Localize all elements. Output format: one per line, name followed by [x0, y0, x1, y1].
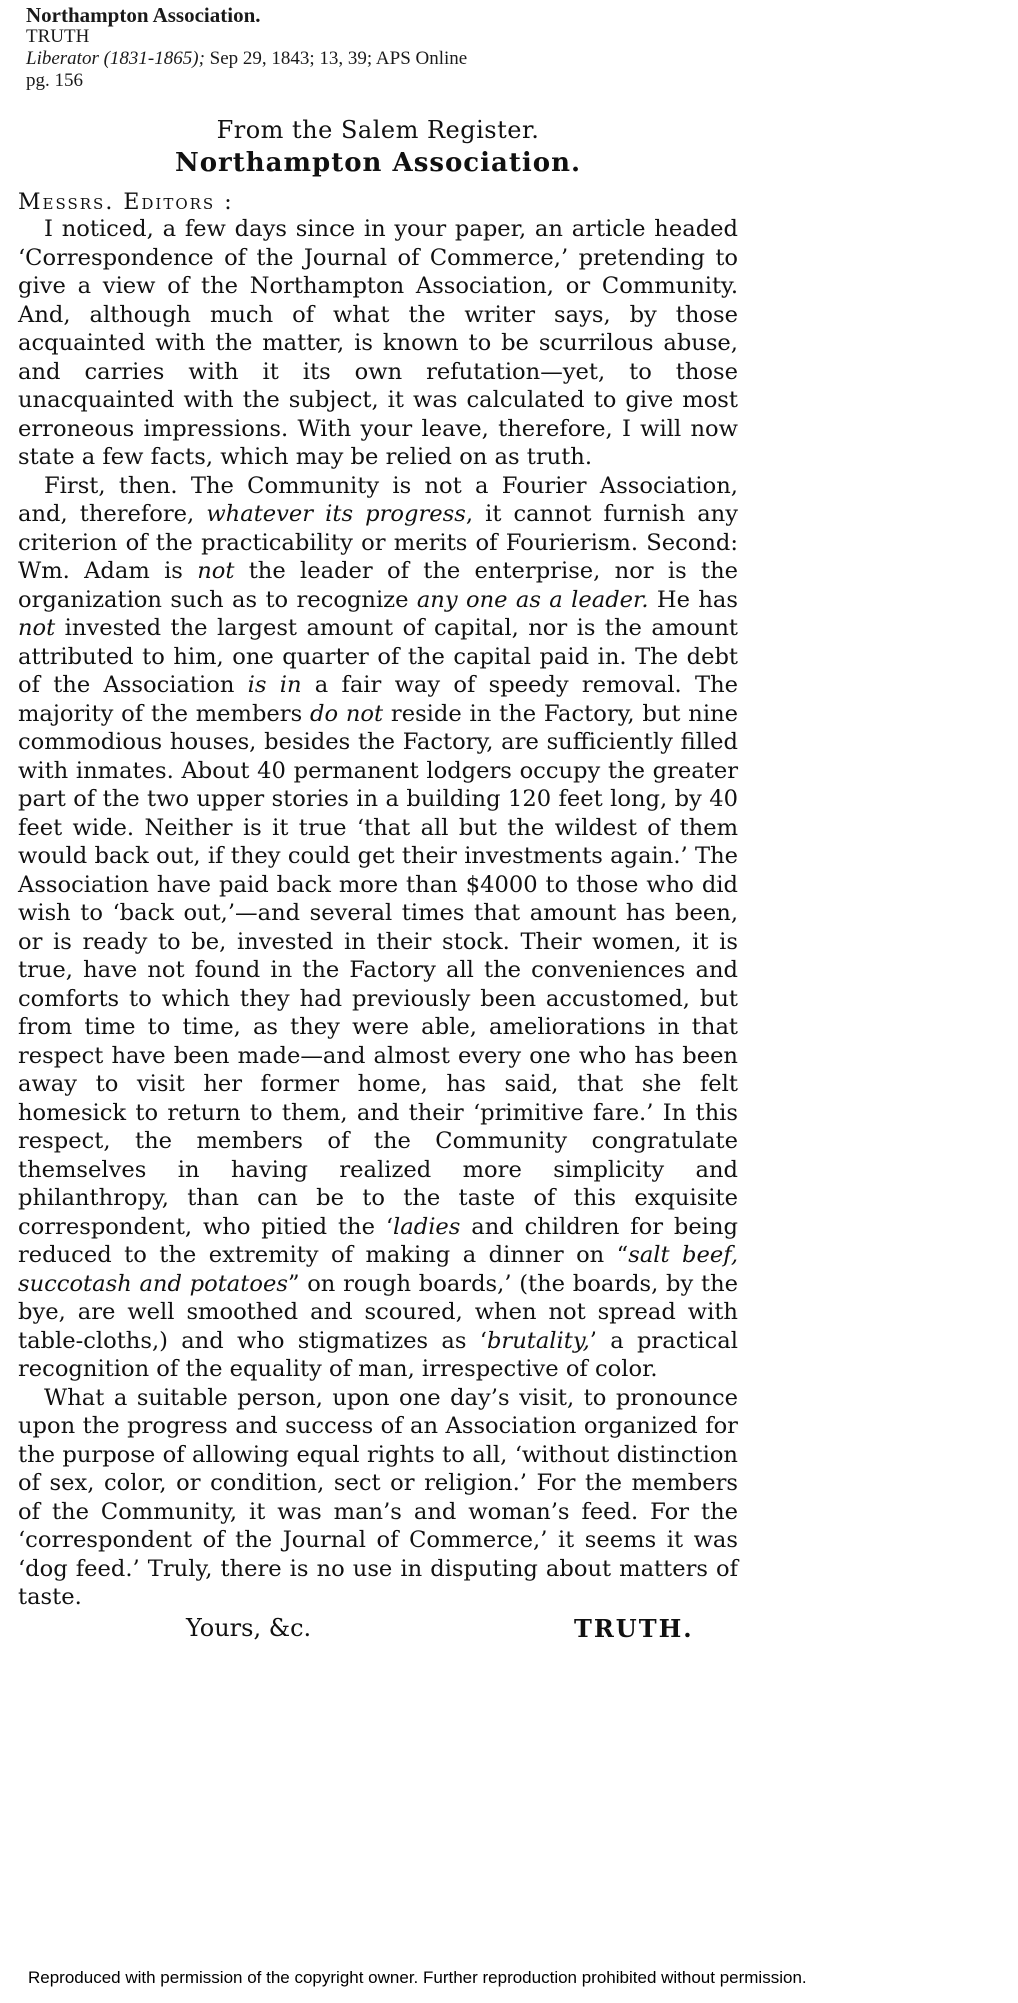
citation-source-details: Sep 29, 1843; 13, 39; APS Online — [204, 48, 468, 69]
text-run: He has — [648, 586, 738, 613]
text-run: First, then. The Community is not a Fourier Association, and, therefore, — [18, 472, 738, 527]
citation-page: pg. 156 — [26, 70, 83, 91]
text-run: a fair way of speedy removal. The majority of the members — [18, 672, 738, 727]
article-paragraph — [18, 1384, 738, 1612]
italic-run: ladies — [393, 1213, 461, 1240]
italic-run: do not — [310, 700, 384, 727]
text-run: , it cannot furnish any criterion of the practicability or merits of Fourierism. Second: Wm. Adam is — [18, 501, 738, 584]
text-run: the leader of the enterprise, nor is the organization such as to recognize — [18, 558, 739, 613]
citation-author: TRUTH — [26, 26, 90, 47]
italic-run: not — [197, 558, 235, 584]
citation-title: Northampton Association. — [26, 3, 261, 27]
italic-run: brutality, — [486, 1327, 590, 1354]
article-body — [18, 215, 738, 1612]
article-paragraph — [18, 472, 738, 1384]
salutation: Messrs. Editors : — [18, 190, 234, 215]
signoff — [18, 1614, 738, 1648]
italic-run: any one as a leader. — [416, 586, 649, 613]
italic-run: salt beef, succotash and potatoes — [18, 1242, 739, 1297]
italic-run: not — [18, 615, 56, 641]
text-run: invested the largest amount of capital, nor is the amount attributed to him, one quarter of the capital paid in. The debt of the Association — [18, 615, 738, 698]
citation-source-publication: Liberator (1831-1865); — [26, 48, 205, 69]
text-run: ’ a practical recognition of the equality of man, irrespective of color. — [18, 1327, 739, 1382]
closing: Yours, &c. — [186, 1613, 312, 1642]
citation-header — [26, 4, 467, 92]
article — [18, 110, 738, 1648]
text-run: ” on rough boards,’ (the boards, by the bye, are well smoothed and scoured, when not spread with table-cloths,) and who stigmatizes as ‘ — [18, 1270, 738, 1354]
text-run: and children for being reduced to the extremity of making a dinner on “ — [18, 1213, 738, 1268]
text-run: reside in the Factory, but nine commodious houses, besides the Factory, are sufficiently filled with inmates. About 40 permanent lodgers occupy the greater part of the two upper stories in a building 120 feet long, by 40 feet wide. Neither is it true ‘that all but the wildest of them would back out, if they could get their investments again.’ The Association have paid back more than $4000 to those who did wish to ‘back out,’—and several times that amount has been, or is ready to be, invested in their stock. Their women, it is true, have not found in the Factory all the conveniences and comforts to which they had previously been accustomed, but from time to time, as they were able, ameliorations in that respect have been made—and almost every one who has been away to visit her former home, has said, that she felt homesick to return to them, and their ‘primitive fare.’ In this respect, the members of the Community congratulate themselves in having realized more simplicity and philanthropy, than can be to the taste of this exquisite correspondent, who pitied the ‘ — [18, 700, 739, 1240]
italic-run: is in — [247, 672, 302, 698]
signature: TRUTH. — [574, 1613, 694, 1643]
text-run: What a suitable person, upon one day’s visit, to pronounce upon the progress and success of an Association organized for the purpose of allowing equal rights to all, ‘without distinction of sex, color, or condition, sect or religion.’ For the members of the Community, it was man’s and woman’s feed. For the ‘correspondent of the Journal of Commerce,’ it seems it was ‘dog feed.’ Truly, there is no use in disputing about matters of taste. — [18, 1384, 738, 1610]
article-paragraph — [18, 215, 738, 472]
source-line: From the Salem Register. — [216, 116, 540, 144]
copyright-footer: Reproduced with permission of the copyright owner. Further reproduction prohibited without permission. — [28, 1968, 807, 1987]
text-run: I noticed, a few days since in your paper, an article headed ‘Correspondence of the Journal of Commerce,’ pretending to give a view of the Northampton Association, or Community. And, although much of what the writer says, by those acquainted with the matter, is known to be scurrilous abuse, and carries with it its own refutation—yet, to those unacquainted with the subject, it was calculated to give most erroneous impressions. With your leave, therefore, I will now state a few facts, which may be relied on as truth. — [18, 216, 738, 470]
italic-run: whatever its progress — [206, 501, 466, 527]
article-headline: Northampton Association. — [174, 148, 582, 178]
citation-source — [26, 48, 467, 70]
